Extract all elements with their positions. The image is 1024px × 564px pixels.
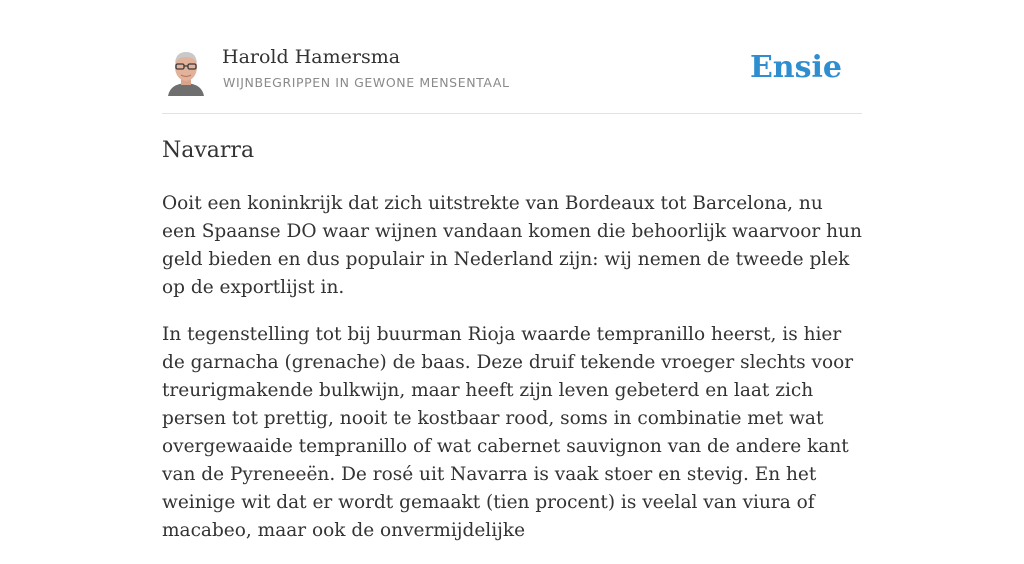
author-name[interactable]: Harold Hamersma <box>222 46 401 68</box>
article-title: Navarra <box>162 138 255 163</box>
article-body <box>162 190 862 564</box>
article-paragraph: In tegenstelling tot bij buurman Rioja waarde tempranillo heerst, is hier de garnacha (grenache) de baas. Deze druif tekende vroeger slechts voor treurigmakende bulkwijn, maar heeft zijn leven gebeterd en laat zich persen tot prettig, nooit te kostbaar rood, soms in combinatie met wat overgewaaide tempranillo of wat cabernet sauvignon van de andere kant van de Pyreneeën. De rosé uit Navarra is vaak stoer en stevig. En het weinige wit dat er wordt gemaakt (tien procent) is veelal van viura of macabeo, maar ook de onvermijdelijke <box>162 324 854 541</box>
article-paragraph: Ooit een koninkrijk dat zich uitstrekte van Bordeaux tot Barcelona, nu een Spaanse DO waar wijnen vandaan komen die behoorlijk waarvoor hun geld bieden en dus populair in Nederland zijn: wij nemen de tweede plek op de exportlijst in. <box>162 193 862 298</box>
author-portrait-icon <box>164 46 208 96</box>
site-header <box>162 40 862 114</box>
author-tagline: WIJNBEGRIPPEN IN GEWONE MENSENTAAL <box>223 75 510 90</box>
brand-logo-link[interactable]: Ensie <box>749 50 842 85</box>
